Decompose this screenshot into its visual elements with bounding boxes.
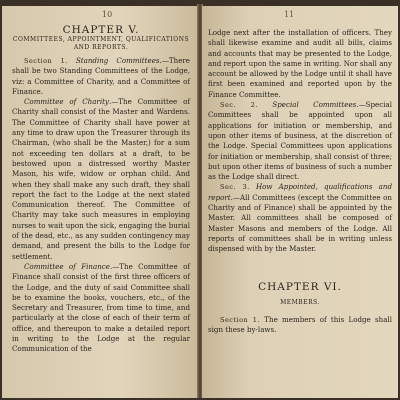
section-3-label: Sec. 3. [220, 183, 250, 192]
members-section-1-text: The members of this Lodge shall sign these by-laws. [208, 314, 392, 334]
chapter-v-subtitle: COMMITTEES, APPOINTMENT, QUALIFICATIONS AND REPORTS. [12, 36, 190, 51]
finance-text: .—The Committee of Finance shall consist of the first three officers of the Lodge, and the duty of said Committee shall be to examine the books, vouchers, etc., of the Secretary and Treasurer, from time to time, and particularly at the close of each of their term of office, and thereupon to make a detailed report in writing to the Lodge at the regular Communication of the [12, 261, 190, 354]
members-section-1-label: Section 1. [220, 315, 261, 324]
chapter-v-title: CHAPTER V. [62, 24, 140, 36]
members-section-1-paragraph [208, 315, 392, 336]
charity-text: .—The Committee of Charity shall consist of the Master and Wardens. The Committee of Charity shall have power at any time to draw upon the Treasurer through its Chairman, (who shall be the Master,) for a sum not exceeding ten dollars at a draft, to be bestowed upon a distressed worthy Master Mason, his wife, widow or orphan child. And when they shall make any such draft, they shall report the fact to the Lodge at the next stated Communication thereof. The Committee of Charity may take such measures in employing nurses to wait upon the sick, engaging the burial of the dead, etc., as any sudden contingency may demand, and present the bills to the Lodge for settlement. [12, 97, 190, 261]
finance-title: Committee of Finance [24, 261, 110, 271]
section-1-title: Standing Committees. [75, 56, 162, 65]
section-1-label: Section 1. [24, 57, 68, 65]
chapter-vi-title: CHAPTER VI. [258, 280, 342, 293]
left-page [2, 6, 198, 398]
section-1-text: —There shall be two Standing Committees of the Lodge, viz: a Committee of Charity, and a Committee of Finance. [12, 56, 190, 96]
page-number-left: 10 [102, 10, 113, 19]
section-3-title: How Appointed, qualifications and report. [208, 182, 393, 202]
section-3-paragraph [208, 182, 392, 254]
page-number-right: 11 [284, 10, 295, 19]
section-2-paragraph [208, 100, 392, 182]
right-page-body [208, 28, 392, 335]
charity-paragraph [12, 97, 190, 262]
finance-paragraph [12, 262, 190, 355]
charity-title: Committee of Charity [24, 97, 109, 107]
section-3-text: —All Committees (except the Committee on Charity and of Finance) shall be appointed by the Master. All committees shall be composed of Master Masons and members of the Lodge. All reports of committees shall be in writing unless dispensed with by the Master. [208, 192, 392, 254]
section-2-text: —Special Committees shall be appointed upon all applications for initiation or membership, and upon other items of business, at the discretion of the Lodge. Special Committees upon applications for initiation or membership, shall consist of three; but upon other items of business of such a number as the Lodge shall direct. [208, 100, 392, 182]
section-2-title: Special Committees. [272, 100, 359, 110]
chapter-vi-subtitle: MEMBERS. [280, 298, 320, 306]
left-page-body [12, 56, 190, 355]
right-page [202, 6, 398, 398]
section-2-label: Sec. 2. [220, 101, 258, 110]
finance-continued-paragraph: Lodge next after the installation of officers. They shall likewise examine and audit all bills, claims and accounts that may be presented to the Lodge, and report upon the same in writing. Nor shall any account be allowed by the Lodge until it shall have first been examined and reported upon by the Finance Committee. [208, 28, 392, 99]
section-1-paragraph [12, 56, 190, 97]
